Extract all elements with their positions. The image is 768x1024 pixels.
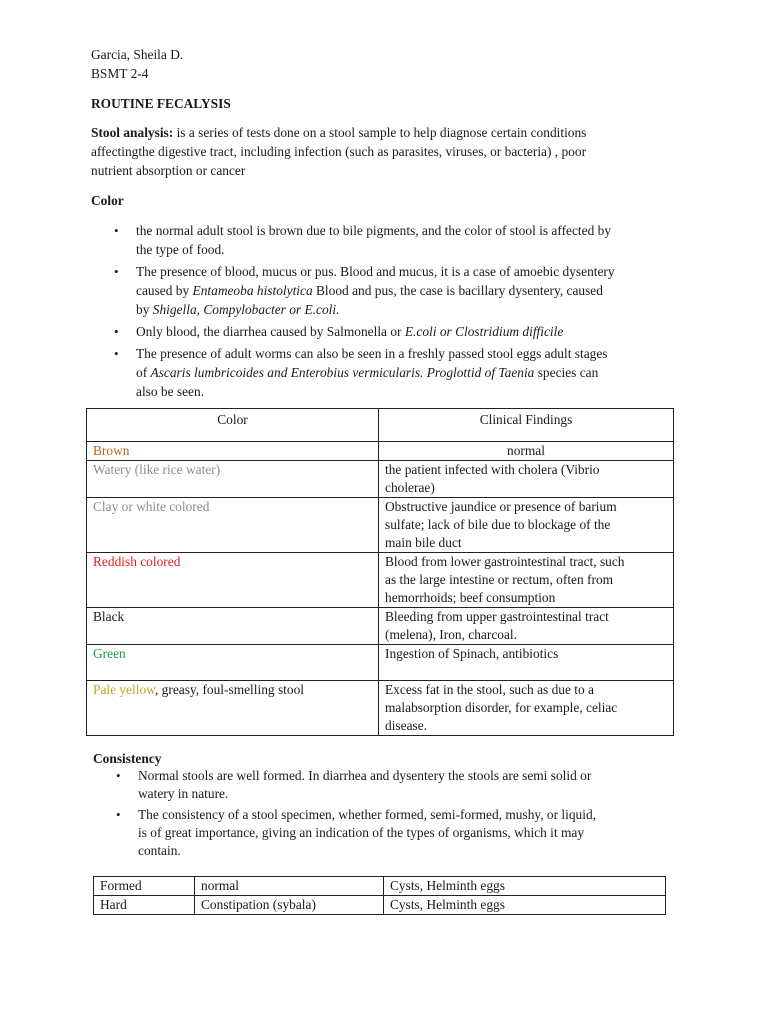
- interpretation-cell: Constipation (sybala): [195, 896, 384, 915]
- interpretation-cell: normal: [195, 877, 384, 896]
- findings-line: Obstructive jaundice or presence of barium: [385, 499, 617, 514]
- table-row: [87, 461, 674, 498]
- findings-line: sulfate; lack of bile due to blockage of the: [385, 517, 611, 532]
- findings-line: as the large intestine or rectum, often from: [385, 572, 614, 587]
- author-section: BSMT 2-4: [91, 66, 149, 81]
- table-row: [87, 442, 674, 461]
- text-run: of: [136, 365, 151, 380]
- intro-text-1: is a series of tests done on a stool sample to help diagnose certain conditions: [173, 125, 587, 140]
- findings-line: hemorrhoids; beef consumption: [385, 590, 556, 605]
- findings-line: cholerae): [385, 480, 435, 495]
- intro-paragraph: [91, 123, 691, 180]
- color-bullet-list: [114, 221, 696, 401]
- findings-line: Bleeding from upper gastrointestinal tract: [385, 609, 609, 624]
- color-table: [86, 408, 674, 736]
- consistency-bullet-list: [116, 767, 698, 860]
- table-row: [87, 608, 674, 645]
- consistency-table: [93, 876, 666, 915]
- bullet-icon: •: [116, 768, 121, 783]
- color-label: Pale yellow: [93, 682, 155, 697]
- findings-cell: [379, 461, 674, 498]
- bullet-text: also be seen.: [136, 384, 205, 399]
- findings-cell: [379, 498, 674, 553]
- bullet-icon: •: [114, 264, 119, 279]
- list-item: [114, 322, 696, 341]
- findings-cell: [379, 608, 674, 645]
- bullet-text: The presence of blood, mucus or pus. Blood and mucus, it is a case of amoebic dysentery: [136, 264, 615, 279]
- text-run: by: [136, 302, 153, 317]
- organism-name: Shigella, Compylobacter or E.coli.: [152, 302, 340, 317]
- table-row: [94, 877, 666, 896]
- table-row: [87, 681, 674, 736]
- intro-term: Stool analysis:: [91, 125, 174, 140]
- findings-cell: normal: [379, 442, 674, 461]
- organisms-cell: Cysts, Helminth eggs: [384, 877, 666, 896]
- bullet-text: [136, 300, 696, 319]
- findings-line: (melena), Iron, charcoal.: [385, 627, 517, 642]
- list-item: [114, 262, 696, 319]
- organism-name: Ascaris lumbricoides and Enterobius vermicularis. Proglottid of Taenia: [150, 365, 535, 380]
- consistency-cell: Formed: [94, 877, 195, 896]
- findings-line: Blood from lower gastrointestinal tract, such: [385, 554, 625, 569]
- table-header-row: [87, 409, 674, 442]
- list-item: [114, 221, 696, 259]
- text-run: species can: [534, 365, 599, 380]
- bullet-text: contain.: [138, 843, 181, 858]
- intro-text-2: affectingthe digestive tract, including infection (such as parasites, viruses, or bacteria) , poor: [91, 144, 587, 159]
- color-cell: [87, 681, 379, 736]
- table-row: [87, 553, 674, 608]
- organism-name: E.coli or Clostridium difficile: [404, 324, 564, 339]
- color-heading: Color: [91, 193, 124, 208]
- bullet-text: is of great importance, giving an indication of the types of organisms, which it may: [138, 825, 585, 840]
- list-item: [114, 344, 696, 401]
- organism-name: Entameoba histolytica: [192, 283, 313, 298]
- bullet-icon: •: [116, 807, 121, 822]
- text-run: caused by: [136, 283, 193, 298]
- findings-line: main bile duct: [385, 535, 462, 550]
- table-row: [94, 896, 666, 915]
- table-row: [87, 645, 674, 681]
- intro-text-3: nutrient absorption or cancer: [91, 163, 246, 178]
- list-item: [116, 767, 698, 803]
- findings-cell: [379, 553, 674, 608]
- consistency-heading: Consistency: [93, 751, 162, 766]
- text-run: Only blood, the diarrhea caused by Salmonella or: [136, 324, 405, 339]
- color-cell: Black: [87, 608, 379, 645]
- color-cell: Reddish colored: [87, 553, 379, 608]
- list-item: [116, 806, 698, 860]
- author-name: Garcia, Sheila D.: [91, 47, 184, 62]
- bullet-icon: •: [114, 346, 119, 361]
- color-cell: Clay or white colored: [87, 498, 379, 553]
- findings-line: disease.: [385, 718, 428, 733]
- findings-line: the patient infected with cholera (Vibrio: [385, 462, 600, 477]
- findings-cell: Ingestion of Spinach, antibiotics: [379, 645, 674, 681]
- bullet-text: [136, 363, 696, 382]
- bullet-text: [136, 322, 696, 341]
- bullet-icon: •: [114, 223, 119, 238]
- document-title: ROUTINE FECALYSIS: [91, 96, 231, 111]
- table-row: [87, 498, 674, 553]
- findings-line: malabsorption disorder, for example, celiac: [385, 700, 618, 715]
- bullet-text: the type of food.: [136, 242, 225, 257]
- bullet-text: Normal stools are well formed. In diarrhea and dysentery the stools are semi solid or: [138, 768, 592, 783]
- bullet-icon: •: [114, 324, 119, 339]
- color-label-rest: , greasy, foul-smelling stool: [154, 682, 304, 697]
- bullet-text: The presence of adult worms can also be seen in a freshly passed stool eggs adult stages: [136, 346, 608, 361]
- color-cell: Brown: [87, 442, 379, 461]
- bullet-text: watery in nature.: [138, 786, 229, 801]
- column-header-findings: Clinical Findings: [379, 409, 674, 442]
- bullet-text: [136, 281, 696, 300]
- color-cell: Green: [87, 645, 379, 681]
- bullet-text: The consistency of a stool specimen, whether formed, semi-formed, mushy, or liquid,: [138, 807, 597, 822]
- findings-cell: [379, 681, 674, 736]
- column-header-color: Color: [87, 409, 379, 442]
- consistency-cell: Hard: [94, 896, 195, 915]
- bullet-text: the normal adult stool is brown due to bile pigments, and the color of stool is affected by: [136, 223, 612, 238]
- findings-line: Excess fat in the stool, such as due to a: [385, 682, 594, 697]
- organisms-cell: Cysts, Helminth eggs: [384, 896, 666, 915]
- color-cell: Watery (like rice water): [87, 461, 379, 498]
- text-run: Blood and pus, the case is bacillary dysentery, caused: [312, 283, 603, 298]
